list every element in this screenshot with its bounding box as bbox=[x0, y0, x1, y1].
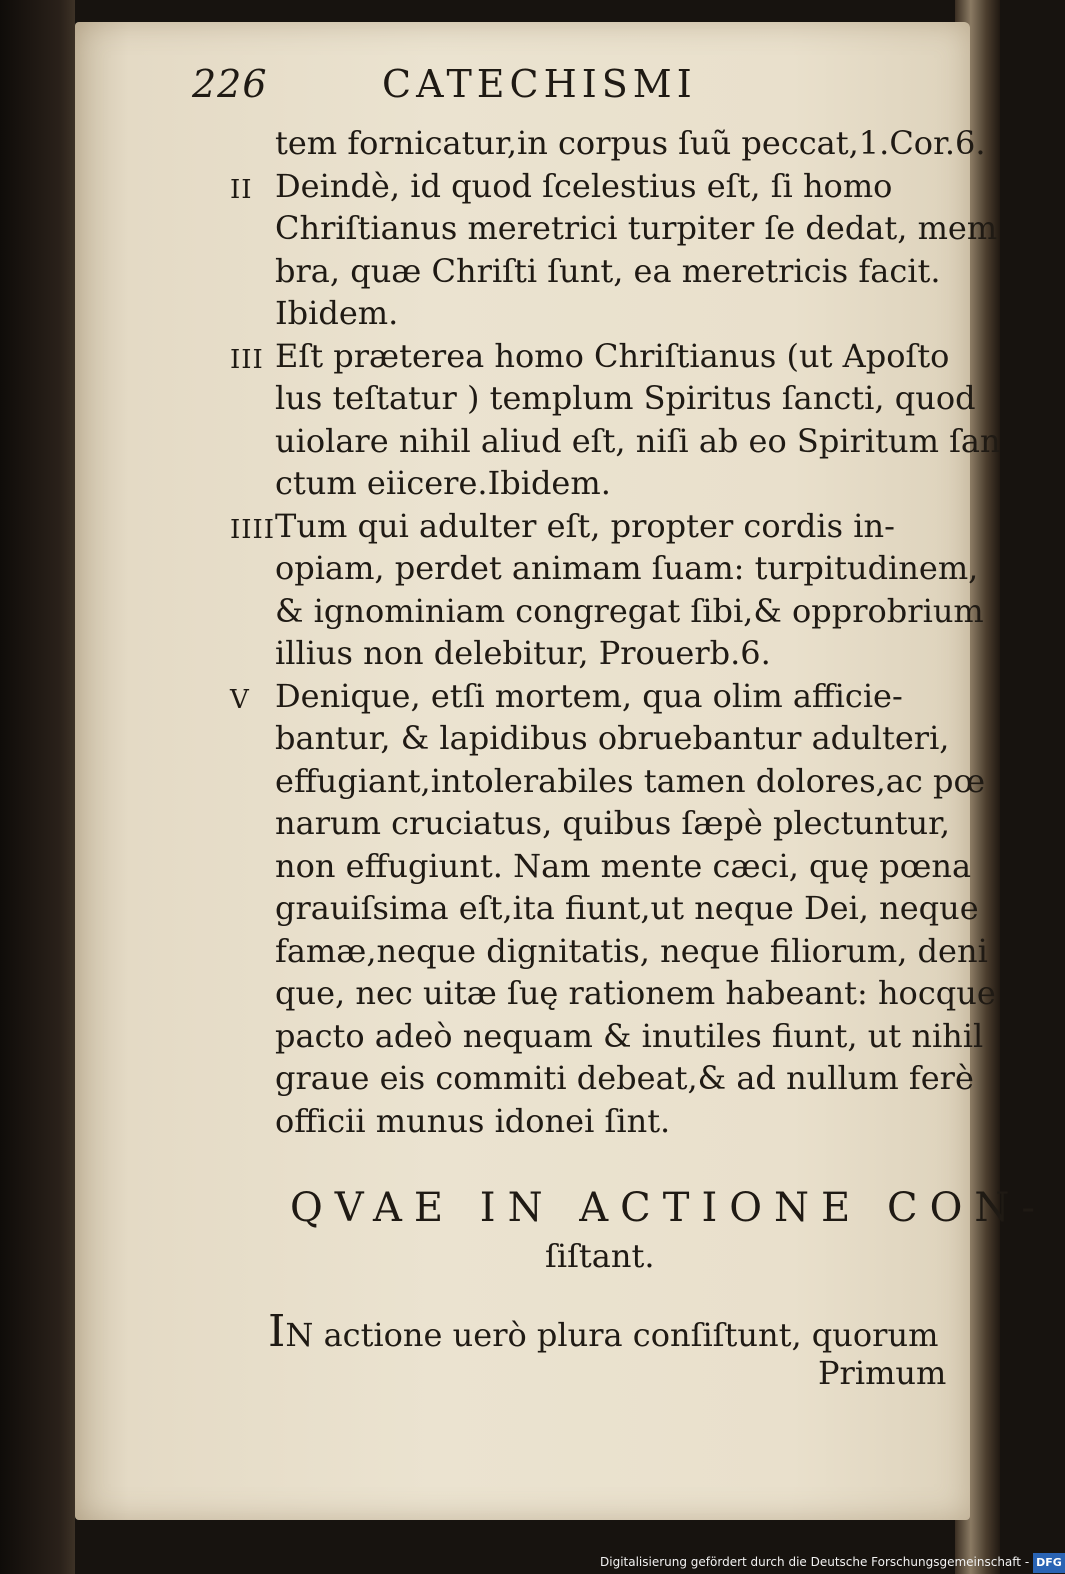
line-text: que, nec uitæ ſuę rationem habeant: hocque bbox=[275, 974, 996, 1012]
line-text: Deindè, id quod ſcelestius eſt, ſi homo bbox=[275, 166, 893, 205]
line-text: famæ,neque dignitatis, neque filiorum, deni bbox=[275, 931, 988, 970]
line-text: narum cruciatus, quibus ſæpè plectuntur, bbox=[275, 804, 951, 842]
text-line bbox=[195, 930, 988, 973]
text-line bbox=[195, 547, 979, 590]
line-text: Eſt præterea homo Chriſtianus (ut Apoſto bbox=[275, 336, 950, 375]
text-line bbox=[195, 717, 955, 760]
line-text: ctum eiicere.Ibidem. bbox=[275, 464, 611, 502]
catchword: Primum bbox=[818, 1354, 947, 1392]
text-line bbox=[195, 292, 955, 335]
line-text: bantur, & lapidibus obruebantur adulteri, bbox=[275, 719, 950, 757]
paragraph-number: V bbox=[230, 684, 250, 715]
text-line bbox=[195, 632, 955, 675]
line-text: uiolare nihil aliud eſt, niſi ab eo Spiritum ſan bbox=[275, 421, 1001, 460]
line-text: illius non delebitur, Prouerb.6. bbox=[275, 634, 771, 672]
line-text: Chriſtianus meretrici turpiter ſe dedat, mem bbox=[275, 209, 998, 247]
line-text: grauiſsima eſt,ita fiunt,ut neque Dei, neque bbox=[275, 889, 979, 927]
line-text: Ibidem. bbox=[275, 294, 399, 332]
text-line bbox=[195, 250, 955, 293]
page-number: 226 bbox=[192, 62, 268, 106]
text-line bbox=[195, 802, 955, 845]
line-text: tem fornicatur,in corpus ſuũ peccat,1.Cor.6. bbox=[275, 124, 986, 162]
text-line bbox=[195, 1057, 974, 1100]
text-line bbox=[195, 207, 998, 250]
paragraph-number: II bbox=[230, 174, 253, 205]
text-line bbox=[195, 505, 955, 548]
line-text: graue eis commiti debeat,& ad nullum ferè bbox=[275, 1059, 974, 1097]
text-line bbox=[195, 845, 972, 888]
dfg-notice-text: Digitalisierung gefördert durch die Deutsche Forschungsgemeinschaft - bbox=[600, 1555, 1030, 1569]
line-text: & ignominiam congregat ſibi,& opprobrium bbox=[275, 591, 984, 630]
dfg-logo: DFG bbox=[1033, 1553, 1065, 1573]
running-title: CATECHISMI bbox=[382, 62, 697, 106]
text-line bbox=[195, 590, 984, 633]
section-first-line bbox=[268, 1306, 939, 1357]
text-line bbox=[195, 972, 996, 1015]
section-line-text: N actione uerò plura conſiſtunt, quorum bbox=[285, 1316, 939, 1354]
text-line bbox=[195, 335, 955, 378]
line-text: bra, quæ Chriſti ſunt, ea meretricis facit. bbox=[275, 251, 941, 290]
book-gutter bbox=[0, 0, 75, 1574]
initial-letter: I bbox=[268, 1306, 286, 1357]
page-header bbox=[192, 62, 892, 112]
paragraph-number: IIII bbox=[230, 514, 276, 545]
text-line bbox=[195, 122, 986, 165]
dfg-funding-notice bbox=[600, 1552, 1065, 1572]
section-heading: QVAE IN ACTIONE CON- bbox=[290, 1185, 1047, 1231]
text-line bbox=[195, 760, 986, 803]
text-line bbox=[195, 1100, 955, 1143]
text-line bbox=[195, 377, 976, 420]
text-line bbox=[195, 1015, 984, 1058]
line-text: Denique, etſi mortem, qua olim afficie- bbox=[275, 676, 903, 715]
line-text: Tum qui adulter eſt, propter cordis in- bbox=[275, 506, 895, 545]
line-text: non effugiunt. Nam mente cæci, quę pœna bbox=[275, 846, 972, 885]
main-text bbox=[195, 122, 1001, 1142]
line-text: effugiant,intolerabiles tamen dolores,ac pœ bbox=[275, 761, 986, 800]
paragraph-number: III bbox=[230, 344, 264, 375]
text-line bbox=[195, 675, 955, 718]
text-line bbox=[195, 420, 1001, 463]
text-line bbox=[195, 165, 955, 208]
line-text: opiam, perdet animam ſuam: turpitudinem, bbox=[275, 549, 979, 587]
line-text: lus teſtatur ) templum Spiritus ſancti, quod bbox=[275, 379, 976, 417]
text-line bbox=[195, 887, 979, 930]
line-text: officii munus idonei ſint. bbox=[275, 1101, 671, 1140]
section-heading-continuation: ſiſtant. bbox=[545, 1237, 655, 1275]
text-line bbox=[195, 462, 955, 505]
line-text: pacto adeò nequam & inutiles fiunt, ut nihil bbox=[275, 1016, 984, 1055]
